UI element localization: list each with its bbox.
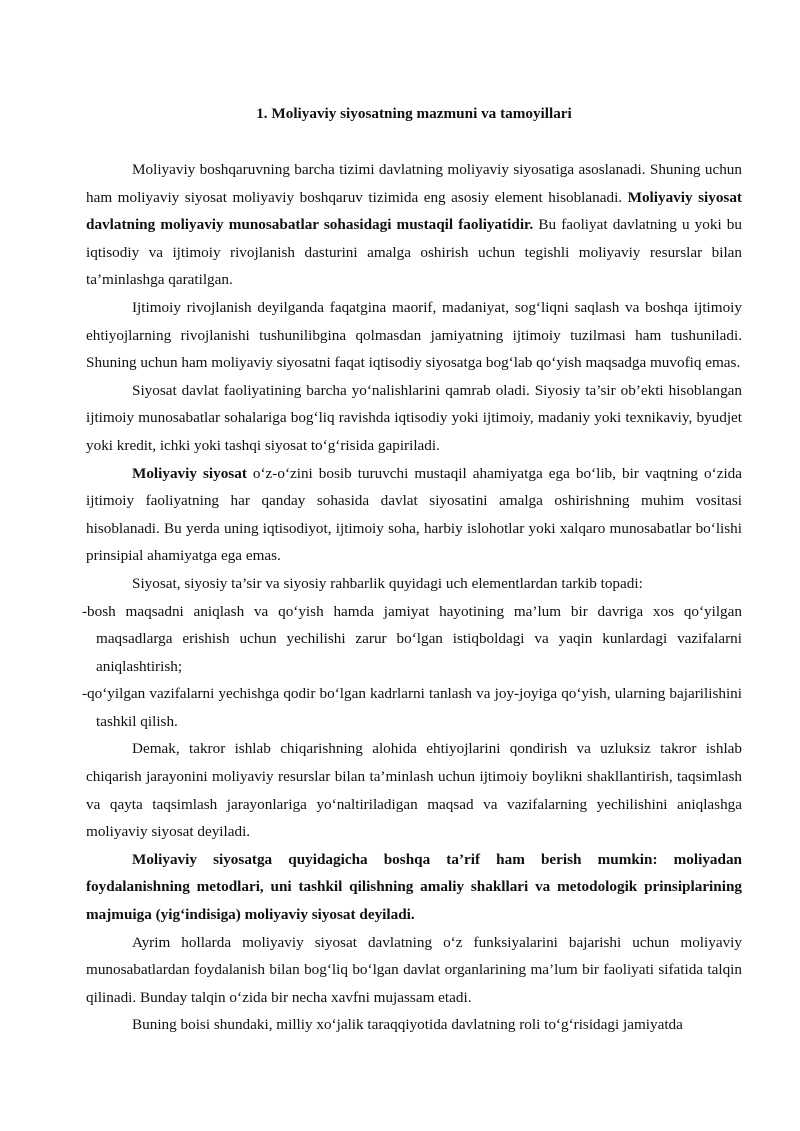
list-item-1: -bosh maqsadni aniqlash va qo‘yish hamda jamiyat hayotining ma’lum bir davriga xos qo‘yilgan maqsadlarga erishish uchun yechilishi zarur bo‘lgan istiqboldagi va yaqin kunlardagi vazifalarni aniqlashtirish;: [82, 602, 742, 675]
paragraph-4: [86, 460, 742, 570]
paragraph-8: Ayrim hollarda moliyaviy siyosat davlatning o‘z funksiyalarini bajarishi uchun moliyaviy munosabatlardan foydalanish bilan bog‘liq bo‘lgan davlat organlarining ma’lum bir faoliyati sifatida talqin qilinadi. Bunday talqin o‘zida bir necha xavfni mujassam etadi.: [86, 933, 742, 1006]
list-item-2: -qo‘yilgan vazifalarni yechishga qodir bo‘lgan kadrlarni tanlash va joy-joyiga qo‘yish, ularning bajarilishini tashkil qilish.: [82, 685, 742, 730]
paragraph-1-bold-definition: Moliyaviy siyosat davlatning moliyaviy munosabatlar sohasidagi mustaqil faoliyatidir.: [86, 188, 742, 234]
paragraph-7-bold-definition: Moliyaviy siyosatga quyidagicha boshqa ta’rif ham berish mumkin: moliyadan foydalanishning metodlari, uni tashkil qilishning amaliy shakllari va metodologik prinsiplarining majmuiga (yig‘indisiga) moliyaviy siyosat deyiladi.: [86, 850, 742, 924]
section-title: 1. Moliyaviy siyosatning mazmuni va tamoyillari: [256, 105, 572, 122]
document-body: [82, 156, 742, 1039]
paragraph-9: Buning boisi shundaki, milliy xo‘jalik taraqqiyotida davlatning roli to‘g‘risidagi jamiyatda: [132, 1016, 683, 1034]
paragraph-3: Siyosat davlat faoliyatining barcha yo‘nalishlarini qamrab oladi. Siyosiy ta’sir ob’ekti hisoblangan ijtimoiy munosabatlar sohalariga bog‘liq ravishda iqtisodiy yoki ijtimoiy, madaniy yoki texnikaviy, byudjet yoki kredit, ichki yoki tashqi siyosat to‘g‘risida gapiriladi.: [86, 381, 742, 454]
paragraph-1-text-c: Bu faoliyat davlatning u yoki bu iqtisodiy va ijtimoiy rivojlanish dasturini amalga oshirish uchun tegishli moliyaviy resurslar bilan ta’minlashga qaratilgan.: [86, 216, 742, 289]
paragraph-4-bold-term: Moliyaviy siyosat: [132, 464, 247, 482]
paragraph-6: Demak, takror ishlab chiqarishning alohida ehtiyojlarini qondirish va uzluksiz takror ishlab chiqarish jarayonini moliyaviy resurslar bilan ta’minlash uchun ijtimoiy boylikni shakllantirish, taqsimlash va qayta taqsimlash jarayonlariga yo‘naltiriladigan maqsad va vazifalarning yechilishini aniqlashga moliyaviy siyosat deyiladi.: [86, 740, 742, 841]
paragraph-5: Siyosat, siyosiy ta’sir va siyosiy rahbarlik quyidagi uch elementlardan tarkib topadi:: [132, 574, 643, 592]
paragraph-1: [86, 156, 742, 294]
paragraph-7: [86, 846, 742, 929]
paragraph-2: Ijtimoiy rivojlanish deyilganda faqatgina maorif, madaniyat, sog‘liqni saqlash va boshqa ijtimoiy ehtiyojlarning rivojlanishi tushunilibgina qolmasdan jamiyatning ijtimoiy tuzilmasi ham tushuniladi. Shuning uchun ham moliyaviy siyosatni faqat iqtisodiy siyosatga bog‘lab qo‘yish maqsadga muvofiq emas.: [86, 298, 742, 372]
paragraph-4-text: o‘z-o‘zini bosib turuvchi mustaqil ahamiyatga ega bo‘lib, bir vaqtning o‘zida ijtimoiy faoliyatning har qanday sohasida davlat siyosatini amalga oshirishning muhim vositasi hisoblanadi. Bu yerda uning iqtisodiyot, ijtimoiy soha, harbiy islohotlar yoki xalqaro munosabatlar bo‘lishi prinsipial ahamiyatga ega emas.: [86, 464, 742, 565]
paragraph-1-text-a: Moliyaviy boshqaruvning barcha tizimi davlatning moliyaviy siyosatiga asoslanadi. Shuning uchun ham moliyaviy siyosat moliyaviy boshqaruv tizimida eng asosiy element hisoblanadi.: [86, 161, 742, 206]
